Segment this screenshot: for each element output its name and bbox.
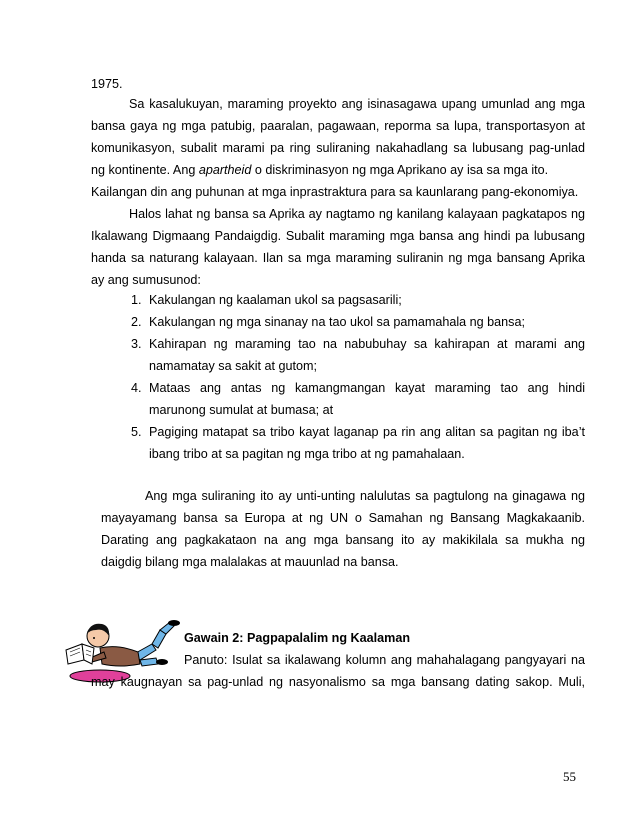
- list-item-3-text-1: Kahirapan ng maraming tao na nabubuhay sa kahirapan at marami ang: [149, 337, 585, 351]
- p1-line-5: Kailangan din ang puhunan at mga inprastraktura para sa kaunlarang pang-ekonomiya.: [91, 185, 579, 199]
- p2-line-3: handa sa naturang kalayaan. Ilan sa mga maraming suliranin ng mga bansang Aprika: [91, 251, 585, 265]
- activity-title: Gawain 2: Pagpapalalim ng Kaalaman: [184, 631, 411, 645]
- list-item-5-number: 5.: [131, 425, 142, 439]
- p3-line-3: Darating ang pagkakataon na ang mga bansang ito ay makikilala sa mukha ng: [101, 533, 585, 547]
- list-item-1-text: Kakulangan ng kaalaman ukol sa pagsasarili;: [149, 293, 402, 307]
- list-item-5-text-2: ibang tribo at sa pagitan ng mga tribo at ng pamahalaan.: [149, 447, 465, 461]
- list-item-2-text: Kakulangan ng mga sinanay na tao ukol sa pamamahala ng bansa;: [149, 315, 525, 329]
- list-item-2-number: 2.: [131, 315, 142, 329]
- list-item-5-text-1: Pagiging matapat sa tribo kayat laganap pa rin ang alitan sa pagitan ng iba’t: [149, 425, 585, 439]
- list-item-3-text-2: namamatay sa sakit at gutom;: [149, 359, 317, 373]
- p2-line-1: Halos lahat ng bansa sa Aprika ay nagtamo ng kanilang kalayaan pagkatapos ng: [129, 207, 585, 221]
- list-item-3-number: 3.: [131, 337, 142, 351]
- p3-line-2: mayayamang bansa sa Europa at ng UN o Samahan ng Bansang Magkakaanib.: [101, 511, 585, 525]
- p1-line-3: komunikasyon, subalit marami pa ring suliraning nakahadlang sa lubusang pag-unlad: [91, 141, 585, 155]
- p3-line-4: daigdig bilang mga malalakas at mauunlad na bansa.: [101, 555, 399, 569]
- list-item-4-text-1: Mataas ang antas ng kamangmangan kayat maraming tao ang hindi: [149, 381, 585, 395]
- p2-line-4: ay ang sumusunod:: [91, 273, 201, 287]
- p1-line-4-pre: ng kontinente. Ang: [91, 163, 199, 177]
- activity-line-2: may kaugnayan sa pag-unlad ng nasyonalismo sa mga bansang dating sakop. Muli,: [91, 675, 585, 689]
- p1-line-1: Sa kasalukuyan, maraming proyekto ang isinasagawa upang umunlad ang mga: [129, 97, 585, 111]
- year-line: 1975.: [91, 77, 123, 91]
- p2-line-2: Ikalawang Digmaang Pandaigdig. Subalit maraming mga bansa ang hindi pa lubusang: [91, 229, 585, 243]
- p1-line-2: bansa gaya ng mga patubig, paaralan, pagawaan, reporma sa lupa, transportasyon at: [91, 119, 585, 133]
- list-item-4-number: 4.: [131, 381, 142, 395]
- p1-line-4-post: o diskriminasyon ng mga Aprikano ay isa sa mga ito.: [251, 163, 549, 177]
- activity-line-1: Panuto: Isulat sa ikalawang kolumn ang mahahalagang pangyayari na: [184, 653, 585, 667]
- apartheid-term: apartheid: [198, 163, 252, 177]
- page-number: 55: [563, 769, 576, 784]
- list-item-1-number: 1.: [131, 293, 142, 307]
- p3-line-1: Ang mga suliraning ito ay unti-unting nalulutas sa pagtulong na ginagawa ng: [145, 489, 585, 503]
- p1-line-4: [91, 161, 585, 179]
- list-item-4-text-2: marunong sumulat at bumasa; at: [149, 403, 334, 417]
